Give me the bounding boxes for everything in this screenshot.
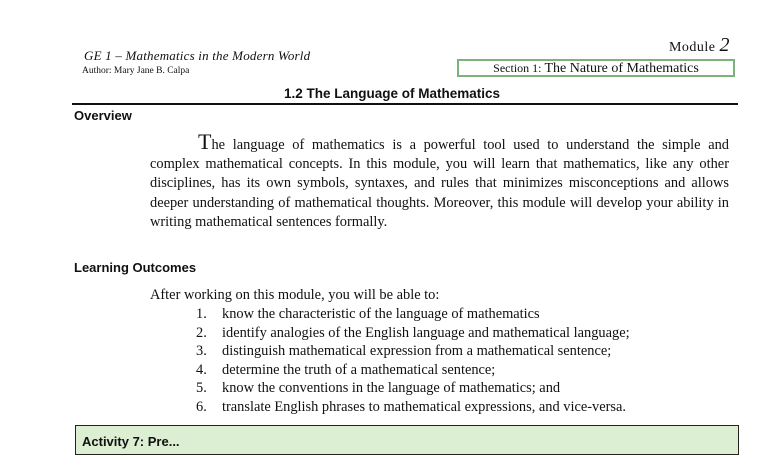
activity-box	[75, 425, 739, 455]
module-label	[669, 34, 730, 57]
list-item-text: distinguish mathematical expression from a mathematical sentence;	[222, 343, 612, 360]
overview-heading: Overview	[74, 108, 132, 123]
list-item-number: 2.	[196, 324, 207, 341]
list-item	[196, 398, 630, 417]
section-box	[457, 59, 735, 77]
list-item-number: 5.	[196, 380, 207, 397]
outcomes-list	[196, 305, 630, 417]
title-rule	[72, 103, 738, 105]
list-item-number: 4.	[196, 361, 207, 378]
list-item-text: translate English phrases to mathematical expressions, and vice-versa.	[222, 398, 627, 415]
section-prefix: Section 1:	[493, 61, 542, 75]
overview-paragraph	[150, 129, 729, 232]
list-item-number: 1.	[196, 306, 207, 322]
lesson-title: 1.2 The Language of Mathematics	[283, 86, 501, 101]
activity-label: Activity 7: Pre...	[82, 434, 180, 449]
outcomes-intro: After working on this module, you will be able to:	[150, 287, 440, 303]
learning-outcomes-heading: Learning Outcomes	[74, 260, 197, 275]
list-item	[196, 324, 630, 343]
list-item-number: 6.	[196, 398, 207, 415]
list-item	[196, 361, 630, 380]
overview-dropcap: T	[198, 129, 212, 154]
list-item-number: 3.	[196, 343, 207, 360]
author-line: Author: Mary Jane B. Calpa	[82, 66, 190, 76]
list-item-text: know the characteristic of the language of mathematics	[222, 306, 540, 322]
list-item-text: determine the truth of a mathematical sentence;	[222, 361, 496, 378]
section-name: The Nature of Mathematics	[544, 61, 699, 76]
module-number: 2	[719, 34, 730, 56]
list-item	[196, 305, 630, 324]
list-item-text: know the conventions in the language of mathematics; and	[222, 380, 561, 397]
list-item-text: identify analogies of the English language and mathematical language;	[222, 324, 630, 341]
list-item	[196, 379, 630, 398]
module-word: Module	[668, 40, 716, 55]
list-item	[196, 342, 630, 361]
overview-text: he language of mathematics is a powerful tool used to understand the simple and complex mathematical concepts. In this module, you will learn that mathematics, like any other disciplines, has its own symbols, syntaxes, and rules that minimizes misconceptions and allows deeper understanding of mathematical thoughts. Moreover, this module will develop your ability in writing mathematical sentences formally.	[150, 137, 729, 230]
course-title: GE 1 – Mathematics in the Modern World	[84, 48, 311, 63]
